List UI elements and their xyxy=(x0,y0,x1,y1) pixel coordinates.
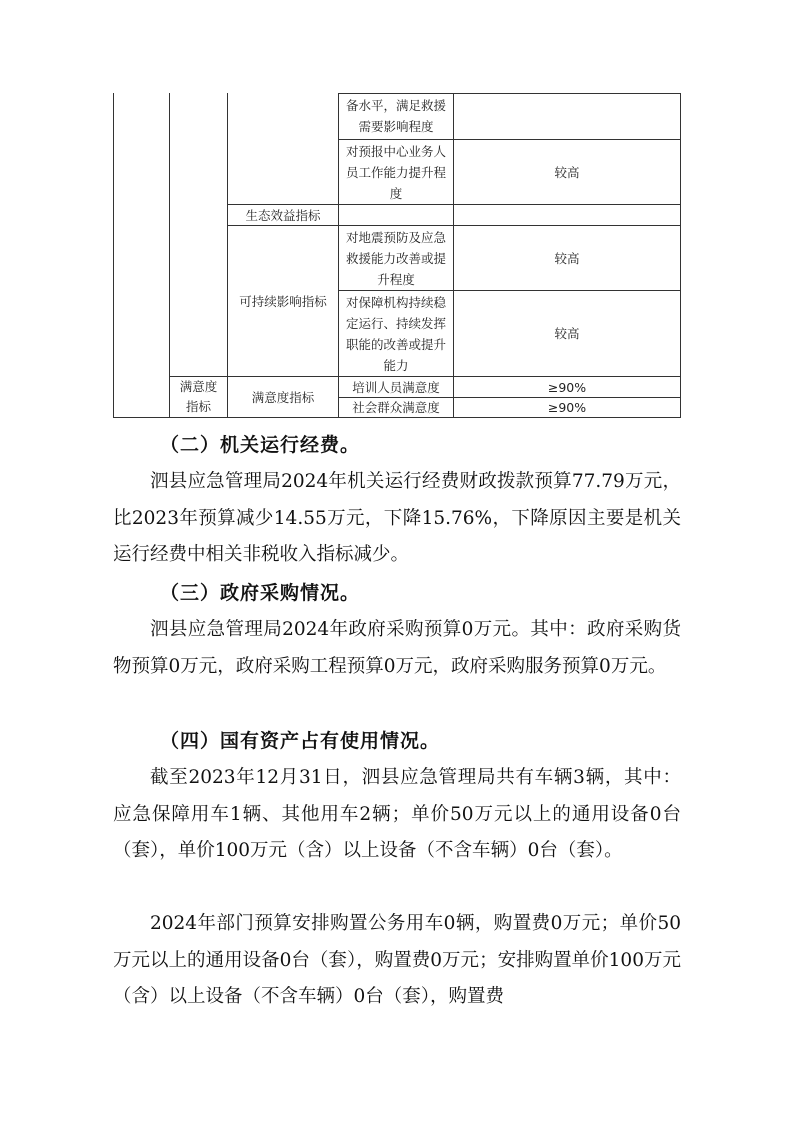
value-cell: 较高 xyxy=(554,164,580,180)
indicator-cell: 对地震预防及应急救援能力改善或提升程度 xyxy=(345,229,446,287)
section-heading: （四）国有资产占有使用情况。 xyxy=(160,730,441,752)
section-heading: （三）政府采购情况。 xyxy=(160,582,361,604)
value-cell: 较高 xyxy=(554,326,580,341)
indicator-cell: 对保障机构持续稳定运行、持续发挥职能的改善或提升能力 xyxy=(345,294,446,373)
indicator-cell: 对预报中心业务人员工作能力提升程度 xyxy=(345,143,446,201)
sub-category-cell: 满意度指标 xyxy=(251,389,315,405)
category-cell: 满意度指标 xyxy=(179,379,218,414)
paragraph: 泗县应急管理局2024年机关运行经费财政拨款预算77.79万元，比2023年预算减少14.55万元，下降15.76%，下降原因主要是机关运行经费中相关非税收入指标减少。 xyxy=(113,471,681,565)
paragraph: 2024年部门预算安排购置公务用车0辆，购置费0万元；单价50万元以上的通用设备0台（套），购置费0万元；安排购置单价100万元（含）以上设备（不含车辆）0台（套），购置费 xyxy=(113,913,681,1007)
indicator-cell: 培训人员满意度 xyxy=(352,379,440,395)
sub-category-cell: 生态效益指标 xyxy=(245,207,321,223)
value-cell: 较高 xyxy=(554,250,580,266)
value-cell xyxy=(454,93,680,139)
paragraph: 泗县应急管理局2024年政府采购预算0万元。其中：政府采购货物预算0万元，政府采购工程预算0万元，政府采购服务预算0万元。 xyxy=(113,619,681,677)
indicator-cell xyxy=(339,205,453,225)
value-cell: ≥90% xyxy=(547,379,587,395)
value-cell: ≥90% xyxy=(547,400,587,415)
paragraph: 截至2023年12月31日，泗县应急管理局共有车辆3辆，其中：应急保障用车1辆、其他用车2辆；单价50万元以上的通用设备0台（套），单价100万元（含）以上设备（不含车辆）0台（套）。 xyxy=(113,767,681,861)
value-cell xyxy=(454,205,680,225)
performance-indicator-table xyxy=(113,93,681,418)
indicator-cell: 备水平，满足救援需要影响程度 xyxy=(345,98,446,134)
sub-category-cell: 可持续影响指标 xyxy=(239,293,327,309)
section-heading: （二）机关运行经费。 xyxy=(160,434,361,456)
indicator-cell: 社会群众满意度 xyxy=(352,400,440,415)
